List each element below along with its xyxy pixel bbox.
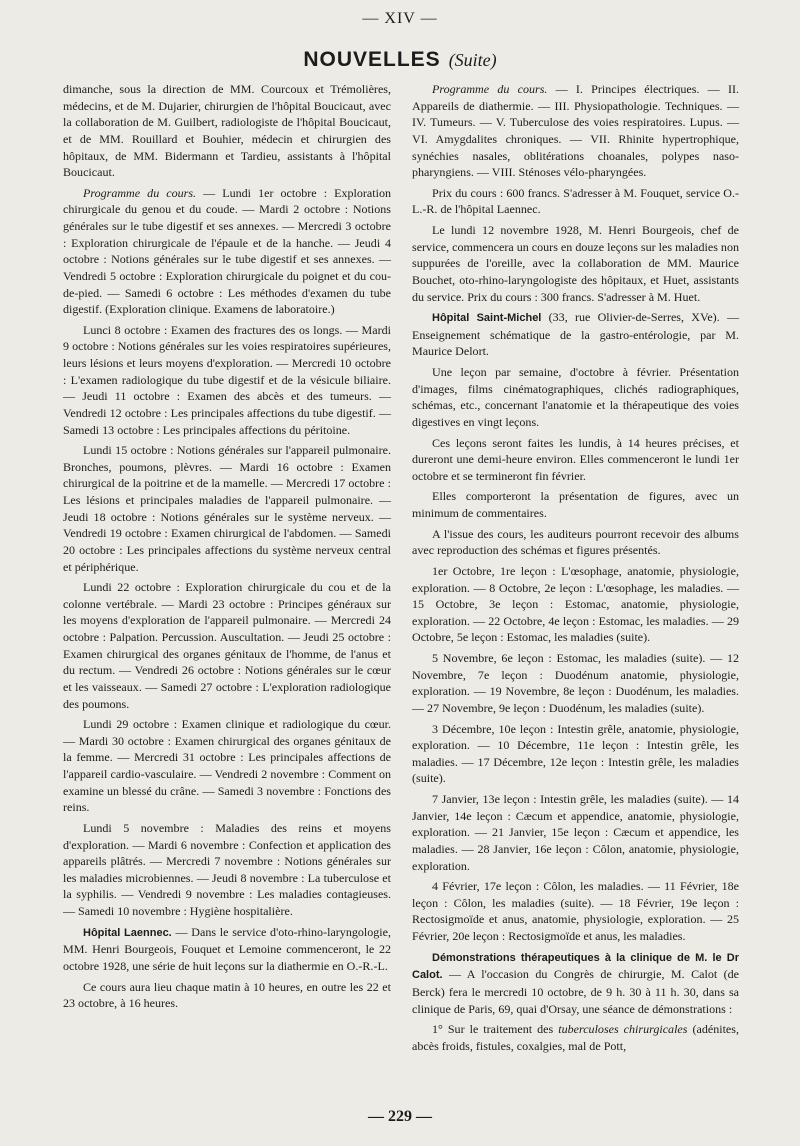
section-title: NOUVELLES: [303, 48, 441, 71]
right-column: [412, 81, 739, 1054]
paragraph: Lunci 8 octobre : Examen des fractures des os longs. — Mardi 9 octobre : Notions générales sur les voies respiratoires supérieures, leurs lésions et leurs moyens d'exploration. — Mercredi 10 octobre : L'examen radiologique du tube digestif et de la vésicule biliaire. — Jeudi 11 octobre : Examen des abcès et des tumeurs. — Vendredi 12 octobre : Les principales affections du tube digestif. — Samedi 13 octobre : Les principales affections du péritoine.: [63, 322, 391, 437]
page-number: — 229 —: [368, 1108, 432, 1125]
paragraph: Elles comporteront la présentation de figures, avec un minimum de commentaires.: [412, 489, 739, 520]
paragraph: Une leçon par semaine, d'octobre à février. Présentation d'images, films cinématographiques, clichés radiographiques, schémas, etc., concernant l'anatomie et la thérapeutique des voies digestives en vingt leçons.: [412, 365, 739, 429]
paragraph: Lundi 29 octobre : Examen clinique et radiologique du cœur. — Mardi 30 octobre : Examen chirurgical des organes génitaux de la femme. — Mercredi 31 octobre : Les principales affections de l'appareil cardio-vasculaire. — Vendredi 2 novembre : Comment on examine un blessé du crâne. — Samedi 3 novembre : Fonctions des reins.: [63, 717, 391, 815]
paragraph: Le lundi 12 novembre 1928, M. Henri Bourgeois, chef de service, commencera un cours en douze leçons sur les maladies non suppurées de l'oreille, avec la collaboration de MM. Maurice Bouchet, oto-rhino-laryngologiste des hôpitaux, et Huet, assistants du service. Prix du cours : 300 francs. S'adresser à M. Huet.: [412, 223, 739, 304]
left-column: [63, 81, 391, 1016]
paragraph: Ce cours aura lieu chaque matin à 10 heures, en outre les 22 et 23 octobre, à 16 heures.: [63, 979, 391, 1011]
paragraph: dimanche, sous la direction de MM. Courcoux et Trémolières, médecins, et de M. Dujarier, chirurgien de l'hôpital Boucicaut, avec la collaboration de M. Guilbert, radiologiste de l'hôpital Boucicaut, et de MM. Rouillard et Bouhier, médecin et chirurgien des hôpitaux, de MM. Bidermann et Tardieu, assistants à l'hôpital Boucicaut.: [63, 82, 391, 180]
paragraph: Lundi 15 octobre : Notions générales sur l'appareil pulmonaire. Bronches, poumons, plèvres. — Mardi 16 octobre : Examen chirurgical de la poitrine et de la mamelle. — Mercredi 17 octobre : Les lésions et principales maladies de l'appareil pulmonaire. — Jeudi 18 octobre : Notions générales sur le système nerveux. — Vendredi 19 octobre : Examen chirurgical de l'abdomen. — Samedi 20 octobre : Les principales affections du système nerveux central et périphérique.: [63, 443, 391, 574]
paragraph: 1° Sur le traitement des tuberculoses chirurgicales (adénites, abcès froids, fistules, coxalgies, mal de Pott,: [412, 1022, 739, 1053]
paragraph: 3 Décembre, 10e leçon : Intestin grêle, anatomie, physiologie, exploration. — 10 Décembre, 11e leçon : Intestin grêle, les maladies. — 17 Décembre, 12e leçon : Intestin grêle, les maladies (suite).: [412, 721, 739, 786]
paragraph: A l'issue des cours, les auditeurs pourront recevoir des albums avec reproduction des schémas et figures présentés.: [412, 526, 739, 558]
section-header: [0, 48, 800, 72]
paragraph: 1er Octobre, 1re leçon : L'œsophage, anatomie, physiologie, exploration. — 8 Octobre, 2e leçon : L'œsophage, les maladies. — 15 Octobre, 3e leçon : Estomac, anatomie, physiologie, exploration. — 22 Octobre, 4e leçon : Estomac, les maladies. — 29 Octobre, 5e leçon : Estomac, les maladies (suite).: [412, 563, 739, 645]
page-folio: — XIV —: [362, 10, 438, 27]
paragraph: Programme du cours. — I. Principes électriques. — II. Appareils de diathermie. — III. Physiopathologie. Techniques. — IV. Tumeurs. — V. Tuberculose des voies respiratoires. Lupus. — VI. Amygdalites chroniques. — VII. Rhinite hypertrophique, synéchies nasales, oblitérations choanales, polypes naso-pharyngiens. — VIII. Sténoses vélo-pharyngées.: [412, 82, 739, 180]
paragraph: Prix du cours : 600 francs. S'adresser à M. Fouquet, service O.-L.-R. de l'hôpital Laennec.: [412, 185, 739, 217]
paragraph: Lundi 22 octobre : Exploration chirurgicale du cou et de la colonne vertébrale. — Mardi 23 octobre : Principes généraux sur les moyens d'exploration de l'appareil pulmonaire. — Mercredi 24 octobre : Palpation. Percussion. Auscultation. — Jeudi 25 octobre : Examen chirurgical des organes génitaux de l'homme, de l'anus et du rectum. — Vendredi 26 octobre : Notions générales sur le cœur et les vaisseaux. — Samedi 27 octobre : L'exploration radiologique des poumons.: [63, 580, 391, 711]
paragraph: Programme du cours. — Lundi 1er octobre : Exploration chirurgicale du genou et du coude. — Mardi 2 octobre : Notions générales sur le tube digestif et ses annexes. — Mercredi 3 octobre : Exploration chirurgicale de l'épaule et de la hanche. — Jeudi 4 octobre : Notions générales sur le tube digestif et ses annexes. — Vendredi 5 octobre : Exploration chirurgicale du poignet et du cou-de-pied. — Samedi 6 octobre : Les méthodes d'examen du tube digestif. (Exploration clinique. Examens de laboratoire.): [63, 185, 391, 317]
paragraph: 5 Novembre, 6e leçon : Estomac, les maladies (suite). — 12 Novembre, 7e leçon : Duodénum anatomie, physiologie, exploration. — 19 Novembre, 8e leçon : Duodénum, les maladies. — 27 Novembre, 9e leçon : Duodénum, les maladies (suite).: [412, 651, 739, 715]
paragraph: 7 Janvier, 13e leçon : Intestin grêle, les maladies (suite). — 14 Janvier, 14e leçon : Cæcum et appendice, anatomie, physiologie, exploration. — 21 Janvier, 15e leçon : Cæcum et appendice, les maladies. — 28 Janvier, 16e leçon : Côlon, anatomie, physiologie, exploration.: [412, 792, 739, 873]
paragraph: Ces leçons seront faites les lundis, à 14 heures précises, et dureront une demi-heure environ. Elles commenceront le lundi 1er octobre et se termineront fin février.: [412, 435, 739, 483]
paragraph: Hôpital Saint-Michel (33, rue Olivier-de-Serres, XVe). — Enseignement schématique de la gastro-entérologie, par M. Maurice Delort.: [412, 310, 739, 359]
paragraph: 4 Février, 17e leçon : Côlon, les maladies. — 11 Février, 18e leçon : Côlon, les maladies (suite). — 18 Février, 19e leçon : Rectosigmoïde et anus, anatomie, physiologie, exploration. — 25 Février, 20e leçon : Rectosigmoïde et anus, les maladies.: [412, 879, 739, 943]
section-subtitle: (Suite): [448, 50, 497, 70]
paragraph: Hôpital Laennec. — Dans le service d'oto-rhino-laryngologie, MM. Henri Bourgeois, Fouquet et Lemoine commenceront, le 22 octobre 1928, une série de huit leçons sur la diathermie en O.-R.-L.: [63, 924, 391, 973]
paragraph: Lundi 5 novembre : Maladies des reins et moyens d'exploration. — Mardi 6 novembre : Confection et application des appareils plâtrés. — Mercredi 7 novembre : Notions générales sur les maladies microbiennes. — Jeudi 8 novembre : La tuberculose et la syphilis. — Vendredi 9 novembre : Les maladies contagieuses. — Samedi 10 novembre : Hygiène hospitalière.: [63, 820, 391, 918]
paragraph: Démonstrations thérapeutiques à la clinique de M. le Dr Calot. — A l'occasion du Congrès de chirurgie, M. Calot (de Berck) fera le mercredi 10 octobre, de 9 h. 30 à 11 h. 30, dans sa clinique de Paris, 69, quai d'Orsay, une séance de démonstrations :: [412, 951, 739, 1016]
